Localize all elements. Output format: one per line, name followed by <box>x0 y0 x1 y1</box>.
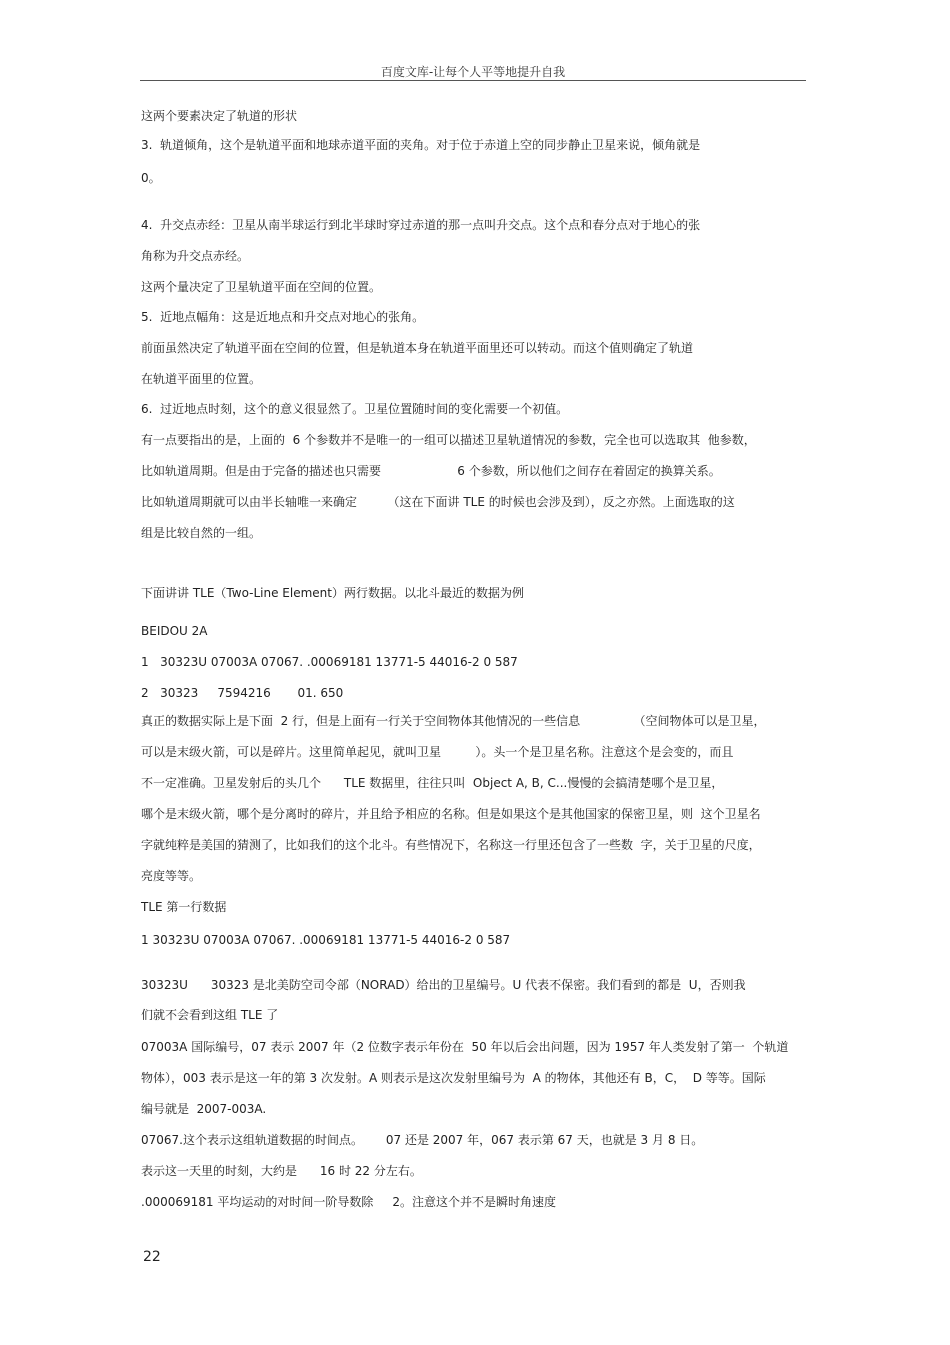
body-line: 这两个量决定了卫星轨道平面在空间的位置。 <box>141 280 382 294</box>
body-line: 表示这一天里的时刻，大约是 16 时 22 分左右。 <box>141 1164 422 1178</box>
body-line: 下面讲讲 TLE（Two-Line Element）两行数据。以北斗最近的数据为例 <box>141 586 524 600</box>
body-line: 编号就是 2007-003A. <box>141 1102 267 1116</box>
body-line: 不一定准确。卫星发射后的头几个 TLE 数据里，往往只叫 Object A, B, C...慢慢的会搞清楚哪个是卫星， <box>141 776 724 790</box>
body-line: 1 30323U 07003A 07067. .00069181 13771-5 44016-2 0 587 <box>141 655 518 669</box>
header-divider <box>140 80 806 81</box>
body-line: 物体），003 表示是这一年的第 3 次发射。A 则表示是这次发射里编号为 A 的物体，其他还有 B，C， D 等等。国际 <box>141 1071 766 1085</box>
body-line: 角称为升交点赤经。 <box>141 249 250 263</box>
page-number: 22 <box>143 1249 161 1265</box>
body-line: 这两个要素决定了轨道的形状 <box>141 109 298 123</box>
body-line: 3. 轨道倾角，这个是轨道平面和地球赤道平面的夹角。对于位于赤道上空的同步静止卫星来说，倾角就是 <box>141 138 701 152</box>
body-line: 5. 近地点幅角：这是近地点和升交点对地心的张角。 <box>141 310 425 324</box>
body-line: 亮度等等。 <box>141 869 202 883</box>
body-line: .000069181 平均运动的对时间一阶导数除 2。注意这个并不是瞬时角速度 <box>141 1195 557 1209</box>
body-line: 字就纯粹是美国的猜测了，比如我们的这个北斗。有些情况下，名称这一行里还包含了一些数 字，关于卫星的尺度， <box>141 838 761 852</box>
body-line: 有一点要指出的是，上面的 6 个参数并不是唯一的一组可以描述卫星轨道情况的参数，完全也可以选取其 他参数， <box>141 433 756 447</box>
body-line: 在轨道平面里的位置。 <box>141 372 262 386</box>
body-line: 6. 过近地点时刻，这个的意义很显然了。卫星位置随时间的变化需要一个初值。 <box>141 402 569 416</box>
body-line: 4. 升交点赤经：卫星从南半球运行到北半球时穿过赤道的那一点叫升交点。这个点和春分点对于地心的张 <box>141 218 701 232</box>
body-line: 前面虽然决定了轨道平面在空间的位置，但是轨道本身在轨道平面里还可以转动。而这个值则确定了轨道 <box>141 341 694 355</box>
body-line: 2 30323 7594216 01. 650 <box>141 686 344 700</box>
body-line: TLE 第一行数据 <box>141 900 227 914</box>
body-line: 07067.这个表示这组轨道数据的时间点。 07 还是 2007 年，067 表示第 67 天，也就是 3 月 8 日。 <box>141 1133 704 1147</box>
body-line: 哪个是末级火箭，哪个是分离时的碎片，并且给予相应的名称。但是如果这个是其他国家的保密卫星，则 这个卫星名 <box>141 807 761 821</box>
body-line: 真正的数据实际上是下面 2 行，但是上面有一行关于空间物体其他情况的一些信息 （空间物体可以是卫星， <box>141 714 766 728</box>
body-line: 30323U 30323 是北美防空司令部（NORAD）给出的卫星编号。U 代表不保密。我们看到的都是 U，否则我 <box>141 978 746 992</box>
body-line: 可以是末级火箭，可以是碎片。这里简单起见，就叫卫星 ）。头一个是卫星名称。注意这个是会变的，而且 <box>141 745 734 759</box>
body-line: 比如轨道周期就可以由半长轴唯一来确定 （这在下面讲 TLE 的时候也会涉及到），反之亦然。上面选取的这 <box>141 495 735 509</box>
body-line: 组是比较自然的一组。 <box>141 526 262 540</box>
body-line: 07003A 国际编号，07 表示 2007 年（2 位数字表示年份在 50 年以后会出问题，因为 1957 年人类发射了第一 个轨道 <box>141 1040 789 1054</box>
body-line: 们就不会看到这组 TLE 了 <box>141 1008 279 1022</box>
body-line: 0。 <box>141 171 161 185</box>
body-line: 1 30323U 07003A 07067. .00069181 13771-5 44016-2 0 587 <box>141 933 511 947</box>
body-line: 比如轨道周期。但是由于完备的描述也只需要 6 个参数，所以他们之间存在着固定的换算关系。 <box>141 464 721 478</box>
body-line: BEIDOU 2A <box>141 624 208 638</box>
page-header: 百度文库-让每个人平等地提升自我 <box>380 65 566 79</box>
